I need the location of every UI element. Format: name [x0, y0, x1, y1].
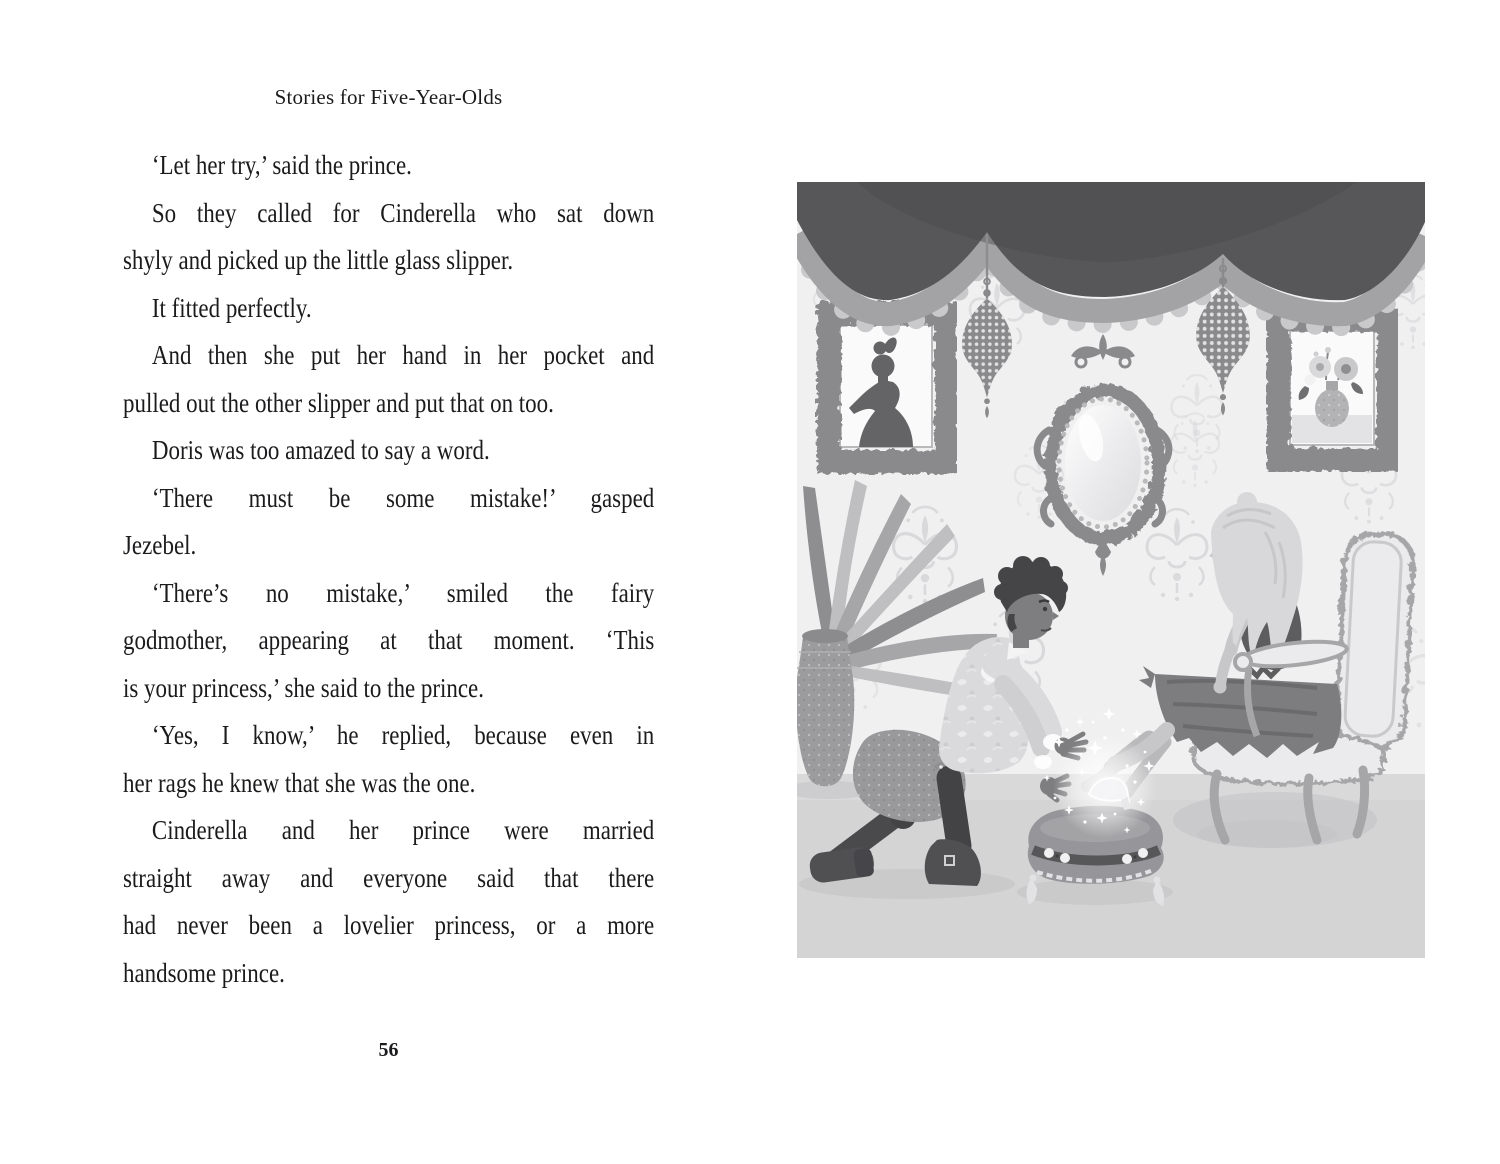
story-line: had never been a lovelier princess, or a more [123, 910, 655, 940]
floral-frame [1277, 318, 1387, 458]
story-line: ‘There must be some mistake!’ gasped [151, 482, 655, 513]
story-line: pulled out the other slipper and put that on too. [123, 387, 554, 418]
story-line: So they called for Cinderella who sat down [151, 197, 655, 228]
story-line: shyly and picked up the little glass slipper. [123, 245, 514, 275]
curtain-swag [797, 182, 1425, 327]
cinderella-illustration [797, 182, 1425, 958]
story-line: It fitted perfectly. [151, 292, 312, 323]
story-line: straight away and everyone said that there [123, 862, 655, 893]
story-line: ‘There’s no mistake,’ smiled the fairy [151, 577, 655, 608]
page-number: 56 [378, 1039, 399, 1061]
story-line: is your princess,’ she said to the prince. [123, 672, 484, 703]
story-line: Jezebel. [123, 530, 197, 560]
story-line: her rags he knew that she was the one. [123, 767, 476, 798]
story-line: And then she put her hand in her pocket and [151, 340, 655, 370]
story-text [123, 142, 654, 997]
running-header: Stories for Five-Year-Olds [274, 85, 503, 109]
story-line: ‘Let her try,’ said the prince. [151, 150, 412, 180]
story-line: Cinderella and her prince were married [151, 815, 655, 845]
story-line: godmother, appearing at that moment. ‘This [123, 625, 655, 655]
story-line: handsome prince. [123, 957, 285, 988]
story-line: Doris was too amazed to say a word. [151, 435, 490, 465]
story-line: ‘Yes, I know,’ he replied, because even in [151, 720, 655, 750]
